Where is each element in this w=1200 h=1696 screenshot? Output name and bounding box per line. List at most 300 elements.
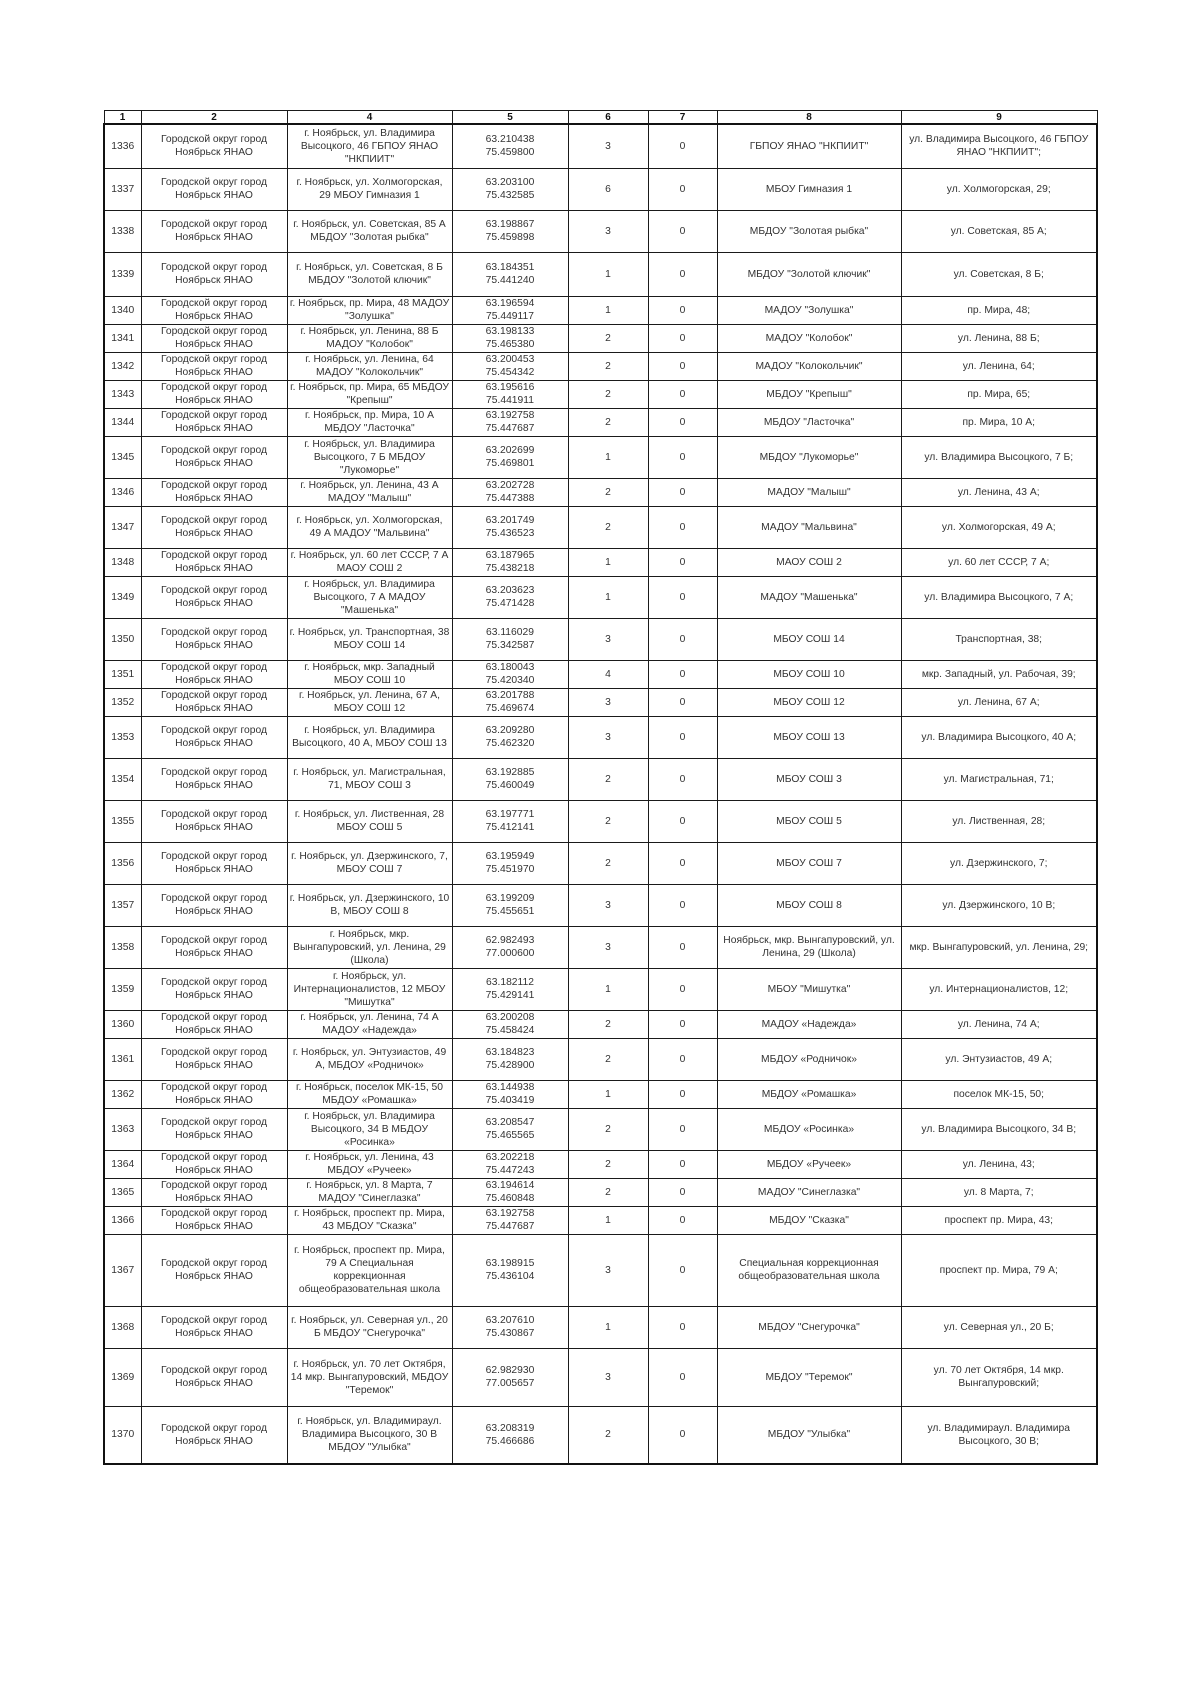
row-number: 1337 bbox=[104, 168, 141, 210]
coordinates-cell: 63.203623 75.471428 bbox=[452, 576, 568, 618]
address-cell: г. Ноябрьск, ул. Владимира Высоцкого, 40 А, МБОУ СОШ 13 bbox=[287, 716, 452, 758]
organization-cell: МБДОУ «Родничок» bbox=[717, 1038, 901, 1080]
district-cell: Городской округ город Ноябрьск ЯНАО bbox=[141, 1206, 287, 1234]
header-cell-7: 7 bbox=[648, 111, 717, 125]
table-row bbox=[104, 1178, 1097, 1206]
location-cell: ул. Владимираул. Владимира Высоцкого, 30 В; bbox=[901, 1406, 1097, 1464]
count-cell: 3 bbox=[568, 1348, 648, 1406]
count-cell: 2 bbox=[568, 408, 648, 436]
zero-cell: 0 bbox=[648, 506, 717, 548]
row-number: 1357 bbox=[104, 884, 141, 926]
location-cell: ул. Владимира Высоцкого, 46 ГБПОУ ЯНАО "НКПИИТ"; bbox=[901, 124, 1097, 168]
zero-cell: 0 bbox=[648, 618, 717, 660]
row-number: 1365 bbox=[104, 1178, 141, 1206]
address-cell: г. Ноябрьск, ул. Дзержинского, 10 В, МБОУ СОШ 8 bbox=[287, 884, 452, 926]
zero-cell: 0 bbox=[648, 926, 717, 968]
row-number: 1349 bbox=[104, 576, 141, 618]
table-row bbox=[104, 758, 1097, 800]
location-cell: ул. Владимира Высоцкого, 7 А; bbox=[901, 576, 1097, 618]
zero-cell: 0 bbox=[648, 1108, 717, 1150]
coordinates-cell: 63.192758 75.447687 bbox=[452, 1206, 568, 1234]
table-row bbox=[104, 1406, 1097, 1464]
count-cell: 2 bbox=[568, 842, 648, 884]
zero-cell: 0 bbox=[648, 1234, 717, 1306]
table-row bbox=[104, 324, 1097, 352]
district-cell: Городской округ город Ноябрьск ЯНАО bbox=[141, 324, 287, 352]
count-cell: 1 bbox=[568, 968, 648, 1010]
coordinates-cell: 63.192885 75.460049 bbox=[452, 758, 568, 800]
address-cell: г. Ноябрьск, ул. Ленина, 67 А, МБОУ СОШ 12 bbox=[287, 688, 452, 716]
count-cell: 3 bbox=[568, 124, 648, 168]
location-cell: проспект пр. Мира, 43; bbox=[901, 1206, 1097, 1234]
table-row bbox=[104, 1038, 1097, 1080]
row-number: 1364 bbox=[104, 1150, 141, 1178]
row-number: 1354 bbox=[104, 758, 141, 800]
count-cell: 2 bbox=[568, 506, 648, 548]
organization-cell: Ноябрьск, мкр. Вынгапуровский, ул. Ленина, 29 (Школа) bbox=[717, 926, 901, 968]
row-number: 1352 bbox=[104, 688, 141, 716]
location-cell: ул. Магистральная, 71; bbox=[901, 758, 1097, 800]
header-cell-8: 8 bbox=[717, 111, 901, 125]
address-cell: г. Ноябрьск, ул. Лиственная, 28 МБОУ СОШ 5 bbox=[287, 800, 452, 842]
address-cell: г. Ноябрьск, ул. Ленина, 88 Б МАДОУ "Колобок" bbox=[287, 324, 452, 352]
row-number: 1356 bbox=[104, 842, 141, 884]
district-cell: Городской округ город Ноябрьск ЯНАО bbox=[141, 296, 287, 324]
address-cell: г. Ноябрьск, ул. Дзержинского, 7, МБОУ СОШ 7 bbox=[287, 842, 452, 884]
location-cell: ул. Ленина, 74 А; bbox=[901, 1010, 1097, 1038]
table-row bbox=[104, 1206, 1097, 1234]
address-cell: г. Ноябрьск, проспект пр. Мира, 79 А Специальная коррекционная общеобразовательная школа bbox=[287, 1234, 452, 1306]
organization-cell: МАДОУ "Мальвина" bbox=[717, 506, 901, 548]
row-number: 1345 bbox=[104, 436, 141, 478]
location-cell: ул. Холмогорская, 49 А; bbox=[901, 506, 1097, 548]
location-cell: пр. Мира, 10 А; bbox=[901, 408, 1097, 436]
table-row bbox=[104, 842, 1097, 884]
address-cell: г. Ноябрьск, пр. Мира, 65 МБДОУ "Крепыш" bbox=[287, 380, 452, 408]
district-cell: Городской округ город Ноябрьск ЯНАО bbox=[141, 1234, 287, 1306]
table-row bbox=[104, 1306, 1097, 1348]
row-number: 1339 bbox=[104, 252, 141, 296]
location-cell: ул. Ленина, 88 Б; bbox=[901, 324, 1097, 352]
count-cell: 2 bbox=[568, 800, 648, 842]
coordinates-cell: 63.198867 75.459898 bbox=[452, 210, 568, 252]
district-cell: Городской округ город Ноябрьск ЯНАО bbox=[141, 124, 287, 168]
row-number: 1342 bbox=[104, 352, 141, 380]
coordinates-cell: 63.200453 75.454342 bbox=[452, 352, 568, 380]
address-cell: г. Ноябрьск, ул. 8 Марта, 7 МАДОУ "Синеглазка" bbox=[287, 1178, 452, 1206]
organization-cell: МБДОУ "Ласточка" bbox=[717, 408, 901, 436]
count-cell: 3 bbox=[568, 716, 648, 758]
organization-cell: МБОУ СОШ 7 bbox=[717, 842, 901, 884]
district-cell: Городской округ город Ноябрьск ЯНАО bbox=[141, 842, 287, 884]
count-cell: 2 bbox=[568, 478, 648, 506]
location-cell: мкр. Западный, ул. Рабочая, 39; bbox=[901, 660, 1097, 688]
coordinates-cell: 63.187965 75.438218 bbox=[452, 548, 568, 576]
count-cell: 2 bbox=[568, 1038, 648, 1080]
organization-cell: МБОУ СОШ 12 bbox=[717, 688, 901, 716]
row-number: 1341 bbox=[104, 324, 141, 352]
organization-cell: МАДОУ "Синеглазка" bbox=[717, 1178, 901, 1206]
location-cell: ул. Холмогорская, 29; bbox=[901, 168, 1097, 210]
table-row bbox=[104, 168, 1097, 210]
location-cell: ул. Советская, 85 А; bbox=[901, 210, 1097, 252]
table-row bbox=[104, 800, 1097, 842]
district-cell: Городской округ город Ноябрьск ЯНАО bbox=[141, 1348, 287, 1406]
organization-cell: МБОУ СОШ 10 bbox=[717, 660, 901, 688]
location-cell: ул. Дзержинского, 10 В; bbox=[901, 884, 1097, 926]
count-cell: 2 bbox=[568, 1010, 648, 1038]
district-cell: Городской округ город Ноябрьск ЯНАО bbox=[141, 1010, 287, 1038]
district-cell: Городской округ город Ноябрьск ЯНАО bbox=[141, 352, 287, 380]
row-number: 1348 bbox=[104, 548, 141, 576]
organization-cell: МАДОУ "Машенька" bbox=[717, 576, 901, 618]
district-cell: Городской округ город Ноябрьск ЯНАО bbox=[141, 1150, 287, 1178]
zero-cell: 0 bbox=[648, 436, 717, 478]
row-number: 1350 bbox=[104, 618, 141, 660]
count-cell: 1 bbox=[568, 436, 648, 478]
row-number: 1340 bbox=[104, 296, 141, 324]
organization-cell: МБДОУ "Лукоморье" bbox=[717, 436, 901, 478]
address-cell: г. Ноябрьск, ул. Холмогорская, 29 МБОУ Гимназия 1 bbox=[287, 168, 452, 210]
row-number: 1351 bbox=[104, 660, 141, 688]
header-cell-1: 1 bbox=[104, 111, 141, 125]
coordinates-cell: 63.199209 75.455651 bbox=[452, 884, 568, 926]
table-row bbox=[104, 506, 1097, 548]
table-row bbox=[104, 688, 1097, 716]
row-number: 1355 bbox=[104, 800, 141, 842]
row-number: 1359 bbox=[104, 968, 141, 1010]
table-row bbox=[104, 1234, 1097, 1306]
count-cell: 6 bbox=[568, 168, 648, 210]
organization-cell: МБДОУ "Золотая рыбка" bbox=[717, 210, 901, 252]
zero-cell: 0 bbox=[648, 660, 717, 688]
district-cell: Городской округ город Ноябрьск ЯНАО bbox=[141, 548, 287, 576]
count-cell: 2 bbox=[568, 1150, 648, 1178]
coordinates-cell: 63.196594 75.449117 bbox=[452, 296, 568, 324]
address-cell: г. Ноябрьск, пр. Мира, 48 МАДОУ "Золушка" bbox=[287, 296, 452, 324]
zero-cell: 0 bbox=[648, 210, 717, 252]
row-number: 1347 bbox=[104, 506, 141, 548]
location-cell: ул. Владимира Высоцкого, 40 А; bbox=[901, 716, 1097, 758]
coordinates-cell: 62.982493 77.000600 bbox=[452, 926, 568, 968]
organization-cell: МБОУ СОШ 8 bbox=[717, 884, 901, 926]
count-cell: 1 bbox=[568, 1080, 648, 1108]
zero-cell: 0 bbox=[648, 1038, 717, 1080]
row-number: 1346 bbox=[104, 478, 141, 506]
location-cell: ул. Ленина, 43; bbox=[901, 1150, 1097, 1178]
count-cell: 2 bbox=[568, 380, 648, 408]
zero-cell: 0 bbox=[648, 296, 717, 324]
district-cell: Городской округ город Ноябрьск ЯНАО bbox=[141, 660, 287, 688]
zero-cell: 0 bbox=[648, 1150, 717, 1178]
address-cell: г. Ноябрьск, ул. Владимира Высоцкого, 34 В МБДОУ «Росинка» bbox=[287, 1108, 452, 1150]
address-cell: г. Ноябрьск, мкр. Вынгапуровский, ул. Ленина, 29 (Школа) bbox=[287, 926, 452, 968]
count-cell: 3 bbox=[568, 926, 648, 968]
location-cell: ул. Интернационалистов, 12; bbox=[901, 968, 1097, 1010]
zero-cell: 0 bbox=[648, 1306, 717, 1348]
district-cell: Городской округ город Ноябрьск ЯНАО bbox=[141, 1080, 287, 1108]
address-cell: г. Ноябрьск, ул. 60 лет СССР, 7 А МАОУ СОШ 2 bbox=[287, 548, 452, 576]
table-row bbox=[104, 352, 1097, 380]
table-row bbox=[104, 548, 1097, 576]
header-cell-2: 2 bbox=[141, 111, 287, 125]
count-cell: 2 bbox=[568, 324, 648, 352]
organization-cell: МАДОУ «Надежда» bbox=[717, 1010, 901, 1038]
location-cell: ул. Северная ул., 20 Б; bbox=[901, 1306, 1097, 1348]
table-row bbox=[104, 210, 1097, 252]
coordinates-cell: 63.198915 75.436104 bbox=[452, 1234, 568, 1306]
count-cell: 2 bbox=[568, 1108, 648, 1150]
zero-cell: 0 bbox=[648, 168, 717, 210]
location-cell: ул. Владимира Высоцкого, 34 В; bbox=[901, 1108, 1097, 1150]
zero-cell: 0 bbox=[648, 252, 717, 296]
location-cell: проспект пр. Мира, 79 А; bbox=[901, 1234, 1097, 1306]
district-cell: Городской округ город Ноябрьск ЯНАО bbox=[141, 252, 287, 296]
organization-cell: МБДОУ "Снегурочка" bbox=[717, 1306, 901, 1348]
coordinates-cell: 63.180043 75.420340 bbox=[452, 660, 568, 688]
row-number: 1367 bbox=[104, 1234, 141, 1306]
organization-cell: МБОУ СОШ 5 bbox=[717, 800, 901, 842]
zero-cell: 0 bbox=[648, 884, 717, 926]
coordinates-cell: 63.116029 75.342587 bbox=[452, 618, 568, 660]
count-cell: 3 bbox=[568, 884, 648, 926]
count-cell: 3 bbox=[568, 210, 648, 252]
address-cell: г. Ноябрьск, ул. Ленина, 43 А МАДОУ "Малыш" bbox=[287, 478, 452, 506]
zero-cell: 0 bbox=[648, 380, 717, 408]
organization-cell: МАОУ СОШ 2 bbox=[717, 548, 901, 576]
coordinates-cell: 63.197771 75.412141 bbox=[452, 800, 568, 842]
count-cell: 1 bbox=[568, 296, 648, 324]
coordinates-cell: 63.195616 75.441911 bbox=[452, 380, 568, 408]
district-cell: Городской округ город Ноябрьск ЯНАО bbox=[141, 436, 287, 478]
organization-cell: МБДОУ "Сказка" bbox=[717, 1206, 901, 1234]
location-cell: мкр. Вынгапуровский, ул. Ленина, 29; bbox=[901, 926, 1097, 968]
zero-cell: 0 bbox=[648, 688, 717, 716]
table-row bbox=[104, 716, 1097, 758]
organization-cell: МБДОУ "Улыбка" bbox=[717, 1406, 901, 1464]
coordinates-cell: 63.182112 75.429141 bbox=[452, 968, 568, 1010]
location-cell: ул. 8 Марта, 7; bbox=[901, 1178, 1097, 1206]
count-cell: 1 bbox=[568, 252, 648, 296]
count-cell: 1 bbox=[568, 548, 648, 576]
row-number: 1344 bbox=[104, 408, 141, 436]
location-cell: пр. Мира, 65; bbox=[901, 380, 1097, 408]
table-row bbox=[104, 252, 1097, 296]
address-cell: г. Ноябрьск, ул. Северная ул., 20 Б МБДОУ "Снегурочка" bbox=[287, 1306, 452, 1348]
location-cell: ул. Ленина, 43 А; bbox=[901, 478, 1097, 506]
zero-cell: 0 bbox=[648, 548, 717, 576]
coordinates-cell: 63.192758 75.447687 bbox=[452, 408, 568, 436]
coordinates-cell: 63.209280 75.462320 bbox=[452, 716, 568, 758]
address-cell: г. Ноябрьск, ул. Ленина, 43 МБДОУ «Ручеек» bbox=[287, 1150, 452, 1178]
organization-cell: МБДОУ «Ручеек» bbox=[717, 1150, 901, 1178]
coordinates-cell: 63.202699 75.469801 bbox=[452, 436, 568, 478]
address-cell: г. Ноябрьск, ул. Советская, 8 Б МБДОУ "Золотой ключик" bbox=[287, 252, 452, 296]
data-table bbox=[103, 110, 1098, 1465]
count-cell: 1 bbox=[568, 1306, 648, 1348]
location-cell: ул. Владимира Высоцкого, 7 Б; bbox=[901, 436, 1097, 478]
location-cell: ул. Дзержинского, 7; bbox=[901, 842, 1097, 884]
address-cell: г. Ноябрьск, мкр. Западный МБОУ СОШ 10 bbox=[287, 660, 452, 688]
table-row bbox=[104, 1080, 1097, 1108]
district-cell: Городской округ город Ноябрьск ЯНАО bbox=[141, 168, 287, 210]
count-cell: 3 bbox=[568, 618, 648, 660]
organization-cell: МАДОУ "Золушка" bbox=[717, 296, 901, 324]
table-row bbox=[104, 1108, 1097, 1150]
zero-cell: 0 bbox=[648, 842, 717, 884]
coordinates-cell: 63.201749 75.436523 bbox=[452, 506, 568, 548]
row-number: 1369 bbox=[104, 1348, 141, 1406]
district-cell: Городской округ город Ноябрьск ЯНАО bbox=[141, 210, 287, 252]
address-cell: г. Ноябрьск, ул. Холмогорская, 49 А МАДОУ "Мальвина" bbox=[287, 506, 452, 548]
address-cell: г. Ноябрьск, проспект пр. Мира, 43 МБДОУ "Сказка" bbox=[287, 1206, 452, 1234]
table-row bbox=[104, 884, 1097, 926]
organization-cell: МБДОУ «Росинка» bbox=[717, 1108, 901, 1150]
address-cell: г. Ноябрьск, ул. Советская, 85 А МБДОУ "Золотая рыбка" bbox=[287, 210, 452, 252]
count-cell: 2 bbox=[568, 758, 648, 800]
zero-cell: 0 bbox=[648, 576, 717, 618]
zero-cell: 0 bbox=[648, 1348, 717, 1406]
organization-cell: МАДОУ "Колокольчик" bbox=[717, 352, 901, 380]
district-cell: Городской округ город Ноябрьск ЯНАО bbox=[141, 380, 287, 408]
zero-cell: 0 bbox=[648, 968, 717, 1010]
district-cell: Городской округ город Ноябрьск ЯНАО bbox=[141, 1108, 287, 1150]
coordinates-cell: 63.210438 75.459800 bbox=[452, 124, 568, 168]
header-cell-6: 6 bbox=[568, 111, 648, 125]
organization-cell: МБДОУ "Теремок" bbox=[717, 1348, 901, 1406]
row-number: 1338 bbox=[104, 210, 141, 252]
table-row bbox=[104, 436, 1097, 478]
row-number: 1363 bbox=[104, 1108, 141, 1150]
address-cell: г. Ноябрьск, ул. Владимира Высоцкого, 46 ГБПОУ ЯНАО "НКПИИТ" bbox=[287, 124, 452, 168]
coordinates-cell: 63.194614 75.460848 bbox=[452, 1178, 568, 1206]
count-cell: 1 bbox=[568, 1206, 648, 1234]
organization-cell: МБОУ Гимназия 1 bbox=[717, 168, 901, 210]
row-number: 1360 bbox=[104, 1010, 141, 1038]
location-cell: ул. 60 лет СССР, 7 А; bbox=[901, 548, 1097, 576]
district-cell: Городской округ город Ноябрьск ЯНАО bbox=[141, 506, 287, 548]
row-number: 1358 bbox=[104, 926, 141, 968]
district-cell: Городской округ город Ноябрьск ЯНАО bbox=[141, 618, 287, 660]
district-cell: Городской округ город Ноябрьск ЯНАО bbox=[141, 478, 287, 506]
count-cell: 2 bbox=[568, 1406, 648, 1464]
zero-cell: 0 bbox=[648, 1406, 717, 1464]
district-cell: Городской округ город Ноябрьск ЯНАО bbox=[141, 716, 287, 758]
row-number: 1336 bbox=[104, 124, 141, 168]
organization-cell: МАДОУ "Колобок" bbox=[717, 324, 901, 352]
district-cell: Городской округ город Ноябрьск ЯНАО bbox=[141, 576, 287, 618]
organization-cell: ГБПОУ ЯНАО "НКПИИТ" bbox=[717, 124, 901, 168]
coordinates-cell: 63.203100 75.432585 bbox=[452, 168, 568, 210]
table-row bbox=[104, 1348, 1097, 1406]
table-row bbox=[104, 926, 1097, 968]
location-cell: ул. Энтузиастов, 49 А; bbox=[901, 1038, 1097, 1080]
district-cell: Городской округ город Ноябрьск ЯНАО bbox=[141, 1306, 287, 1348]
zero-cell: 0 bbox=[648, 800, 717, 842]
count-cell: 4 bbox=[568, 660, 648, 688]
header-cell-9: 9 bbox=[901, 111, 1097, 125]
table-row bbox=[104, 968, 1097, 1010]
zero-cell: 0 bbox=[648, 716, 717, 758]
location-cell: поселок МК-15, 50; bbox=[901, 1080, 1097, 1108]
organization-cell: МАДОУ "Малыш" bbox=[717, 478, 901, 506]
table-row bbox=[104, 478, 1097, 506]
zero-cell: 0 bbox=[648, 758, 717, 800]
row-number: 1366 bbox=[104, 1206, 141, 1234]
zero-cell: 0 bbox=[648, 478, 717, 506]
organization-cell: МБОУ СОШ 3 bbox=[717, 758, 901, 800]
coordinates-cell: 63.200208 75.458424 bbox=[452, 1010, 568, 1038]
count-cell: 3 bbox=[568, 1234, 648, 1306]
address-cell: г. Ноябрьск, ул. 70 лет Октября, 14 мкр. Вынгапуровский, МБДОУ "Теремок" bbox=[287, 1348, 452, 1406]
zero-cell: 0 bbox=[648, 1080, 717, 1108]
location-cell: пр. Мира, 48; bbox=[901, 296, 1097, 324]
header-row bbox=[104, 111, 1097, 125]
address-cell: г. Ноябрьск, ул. Интернационалистов, 12 МБОУ "Мишутка" bbox=[287, 968, 452, 1010]
zero-cell: 0 bbox=[648, 324, 717, 352]
address-cell: г. Ноябрьск, ул. Транспортная, 38 МБОУ СОШ 14 bbox=[287, 618, 452, 660]
district-cell: Городской округ город Ноябрьск ЯНАО bbox=[141, 408, 287, 436]
organization-cell: МБДОУ "Крепыш" bbox=[717, 380, 901, 408]
organization-cell: МБДОУ «Ромашка» bbox=[717, 1080, 901, 1108]
location-cell: ул. Ленина, 64; bbox=[901, 352, 1097, 380]
organization-cell: Специальная коррекционная общеобразовательная школа bbox=[717, 1234, 901, 1306]
table-body bbox=[104, 124, 1097, 1464]
table-row bbox=[104, 408, 1097, 436]
table-header bbox=[104, 111, 1097, 125]
location-cell: Транспортная, 38; bbox=[901, 618, 1097, 660]
coordinates-cell: 62.982930 77.005657 bbox=[452, 1348, 568, 1406]
table-row bbox=[104, 296, 1097, 324]
table-row bbox=[104, 618, 1097, 660]
location-cell: ул. Советская, 8 Б; bbox=[901, 252, 1097, 296]
coordinates-cell: 63.198133 75.465380 bbox=[452, 324, 568, 352]
table-row bbox=[104, 380, 1097, 408]
coordinates-cell: 63.201788 75.469674 bbox=[452, 688, 568, 716]
address-cell: г. Ноябрьск, ул. Владимира Высоцкого, 7 А МАДОУ "Машенька" bbox=[287, 576, 452, 618]
count-cell: 1 bbox=[568, 576, 648, 618]
address-cell: г. Ноябрьск, ул. Энтузиастов, 49 А, МБДОУ «Родничок» bbox=[287, 1038, 452, 1080]
row-number: 1362 bbox=[104, 1080, 141, 1108]
row-number: 1370 bbox=[104, 1406, 141, 1464]
coordinates-cell: 63.208547 75.465565 bbox=[452, 1108, 568, 1150]
zero-cell: 0 bbox=[648, 124, 717, 168]
row-number: 1343 bbox=[104, 380, 141, 408]
coordinates-cell: 63.202218 75.447243 bbox=[452, 1150, 568, 1178]
coordinates-cell: 63.208319 75.466686 bbox=[452, 1406, 568, 1464]
row-number: 1353 bbox=[104, 716, 141, 758]
address-cell: г. Ноябрьск, ул. Магистральная, 71, МБОУ СОШ 3 bbox=[287, 758, 452, 800]
count-cell: 2 bbox=[568, 1178, 648, 1206]
organization-cell: МБОУ СОШ 13 bbox=[717, 716, 901, 758]
table-row bbox=[104, 1150, 1097, 1178]
header-cell-4: 4 bbox=[287, 111, 452, 125]
table-row bbox=[104, 1010, 1097, 1038]
table-row bbox=[104, 576, 1097, 618]
row-number: 1361 bbox=[104, 1038, 141, 1080]
coordinates-cell: 63.195949 75.451970 bbox=[452, 842, 568, 884]
count-cell: 3 bbox=[568, 688, 648, 716]
zero-cell: 0 bbox=[648, 1010, 717, 1038]
district-cell: Городской округ город Ноябрьск ЯНАО bbox=[141, 800, 287, 842]
location-cell: ул. Лиственная, 28; bbox=[901, 800, 1097, 842]
district-cell: Городской округ город Ноябрьск ЯНАО bbox=[141, 1178, 287, 1206]
header-cell-5: 5 bbox=[452, 111, 568, 125]
coordinates-cell: 63.184351 75.441240 bbox=[452, 252, 568, 296]
coordinates-cell: 63.184823 75.428900 bbox=[452, 1038, 568, 1080]
organization-cell: МБОУ "Мишутка" bbox=[717, 968, 901, 1010]
district-cell: Городской округ город Ноябрьск ЯНАО bbox=[141, 1406, 287, 1464]
